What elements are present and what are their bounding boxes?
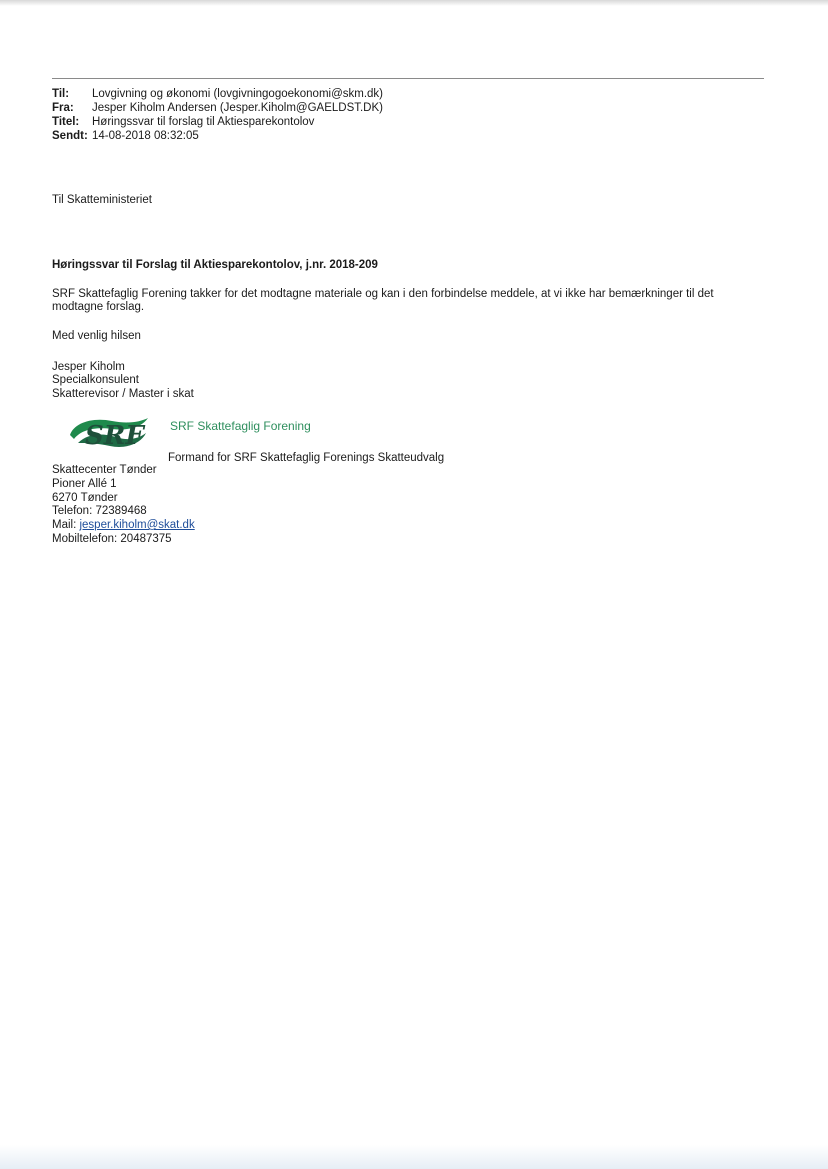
to-row (52, 88, 383, 102)
signature-mail-row (52, 519, 195, 533)
to-label: Til: (52, 88, 70, 100)
signature-phone: Telefon: 72389468 (52, 505, 147, 517)
subject-row (52, 116, 314, 130)
to-value: Lovgivning og økonomi (lovgivningogoekonomi@skm.dk) (92, 88, 384, 100)
from-value: Jesper Kiholm Andersen (Jesper.Kiholm@GAELDST.DK) (92, 102, 383, 114)
scan-edge-top (0, 0, 828, 6)
closing: Med venlig hilsen (52, 330, 141, 342)
svg-text:SRF: SRF (85, 421, 144, 451)
signature-office: Skattecenter Tønder (52, 464, 157, 476)
paragraph-line-2: modtagne forslag. (52, 301, 145, 313)
from-label: Fra: (52, 102, 74, 114)
signature-city: 6270 Tønder (52, 492, 118, 504)
sent-value: 14-08-2018 08:32:05 (92, 130, 199, 142)
letter-heading: Høringssvar til Forslag til Aktiesparekontolov, j.nr. 2018-209 (52, 259, 378, 271)
signature-title-2: Skatterevisor / Master i skat (52, 388, 194, 400)
logo-org-name: SRF Skattefaglig Forening (170, 419, 311, 433)
signature-name: Jesper Kiholm (52, 361, 125, 373)
salutation: Til Skatteministeriet (52, 194, 152, 206)
signature-title-1: Specialkonsulent (52, 374, 139, 386)
signature-mail-label: Mail: (52, 519, 80, 531)
subject-label: Titel: (52, 116, 80, 128)
sent-row (52, 130, 199, 144)
sent-label: Sendt: (52, 130, 88, 142)
signature-role: Formand for SRF Skattefaglig Forenings Skatteudvalg (168, 452, 445, 464)
from-row (52, 102, 383, 116)
signature-street: Pioner Allé 1 (52, 478, 117, 490)
header-divider (52, 78, 764, 79)
signature-mail-link[interactable]: jesper.kiholm@skat.dk (79, 519, 195, 531)
signature-mobile: Mobiltelefon: 20487375 (52, 533, 172, 545)
srf-logo-icon (68, 413, 150, 453)
paragraph-line-1: SRF Skattefaglig Forening takker for det modtagne materiale og kan i den forbindelse meddele, at vi ikke har bemærkninger til det (52, 288, 714, 300)
scan-edge-bottom (0, 1145, 828, 1169)
subject-value: Høringssvar til forslag til Aktiesparekontolov (92, 116, 315, 128)
